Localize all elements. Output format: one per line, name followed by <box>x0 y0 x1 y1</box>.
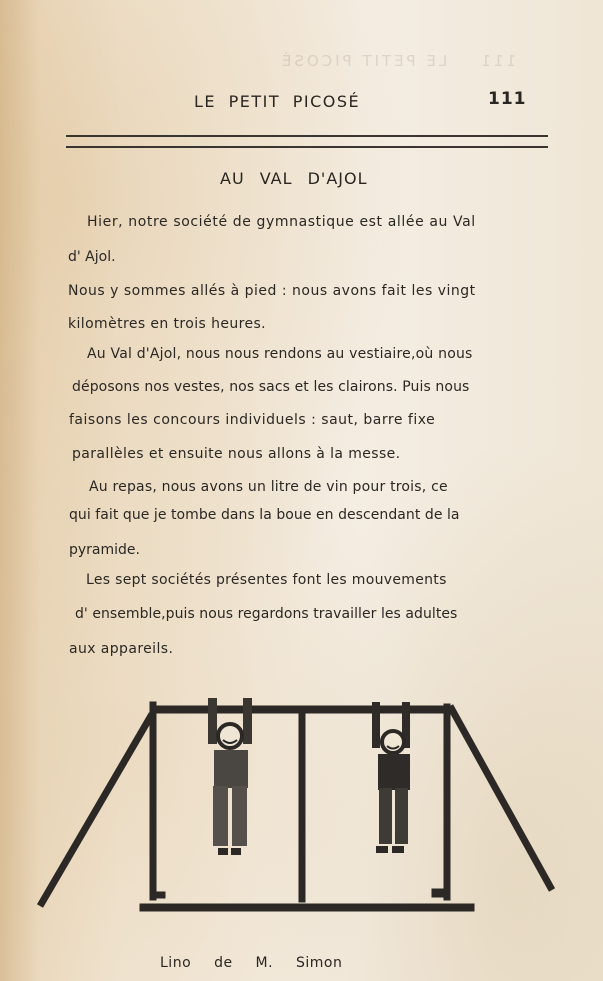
left-upright <box>150 702 156 900</box>
left-diagonal-support <box>40 714 152 906</box>
page-number: 111 <box>488 89 527 109</box>
body-line: Hier, notre société de gymnastique est allée au Val <box>87 214 476 230</box>
bleed-through-header: 111 LE PETIT PICOSÉ <box>278 52 516 70</box>
body-line: Les sept sociétés présentes font les mouvements <box>86 572 447 588</box>
body-line: pyramide. <box>69 542 140 558</box>
body-line: faisons les concours individuels : saut, barre fixe <box>69 412 436 428</box>
right-diagonal-support <box>450 706 552 890</box>
body-line: kilomètres en trois heures. <box>68 316 267 332</box>
ground-bar <box>140 904 474 911</box>
body-line: d' Ajol. <box>68 249 116 265</box>
header-rule-bottom <box>66 146 548 148</box>
body-line: parallèles et ensuite nous allons à la messe. <box>72 446 401 462</box>
article-title: AU VAL D'AJOL <box>220 169 368 188</box>
left-child-figure <box>208 698 252 855</box>
right-upright <box>444 704 450 900</box>
body-line: Nous y sommes allés à pied : nous avons fait les vingt <box>68 283 476 299</box>
body-line: Au repas, nous avons un litre de vin pour trois, ce <box>89 479 448 495</box>
header-rule-top <box>66 135 548 137</box>
body-line: aux appareils. <box>69 641 174 657</box>
running-header: LE PETIT PICOSÉ <box>194 92 361 111</box>
body-line: Au Val d'Ajol, nous nous rendons au vestiaire,où nous <box>87 346 473 362</box>
body-line: déposons nos vestes, nos sacs et les clairons. Puis nous <box>72 379 470 395</box>
base-block-left <box>156 892 165 898</box>
right-child-figure <box>372 702 410 853</box>
body-line: d' ensemble,puis nous regardons travailler les adultes <box>75 606 458 622</box>
middle-upright <box>299 708 305 902</box>
illustration-caption: Lino de M. Simon <box>160 955 343 971</box>
base-block-right <box>432 889 443 897</box>
body-line: qui fait que je tombe dans la boue en descendant de la <box>69 507 460 523</box>
linocut-illustration <box>30 690 570 940</box>
